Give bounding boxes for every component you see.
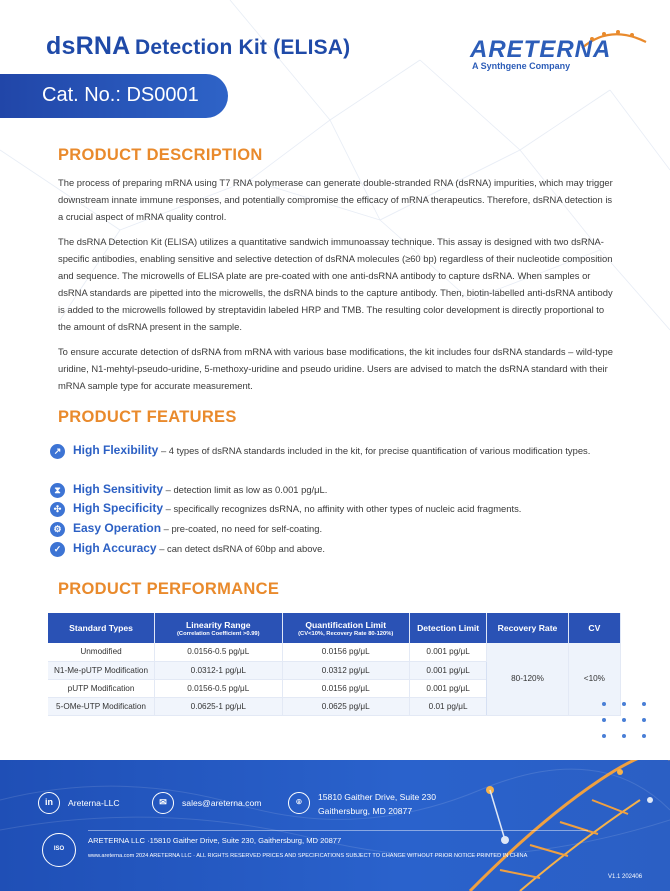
feature-name: High Sensitivity [73,482,164,496]
column-header: CV [568,613,620,643]
table-cell: 0.0156-0.5 pg/μL [155,643,282,661]
operation-icon: ⚙ [50,522,65,537]
table-cell: 0.0312-1 pg/μL [155,661,282,679]
title-sub: Detection Kit (ELISA) [135,36,351,59]
linkedin-link[interactable]: Areterna-LLC [68,798,120,808]
feature-name: High Specificity [73,501,164,515]
title-main: dsRNA [46,32,131,60]
sensitivity-icon: ⧗ [50,483,65,498]
email-icon: ✉ [152,792,174,814]
table-cell: 0.0625-1 pg/μL [155,697,282,715]
feature-text: – pre-coated, no need for self-coating. [161,523,323,534]
catalog-banner [0,74,228,118]
table-cell: 0.001 pg/μL [409,679,486,697]
feature-name: Easy Operation [73,521,162,535]
feature-text: – can detect dsRNA of 60bp and above. [156,543,325,554]
column-header: Recovery Rate [487,613,568,643]
features-heading: PRODUCT FEATURES [58,408,237,426]
decorative-dots [598,700,658,745]
address-line-1: 15810 Gaither Drive, Suite 230 [318,792,436,802]
recovery-rate-cell: 80-120% [487,643,568,715]
accuracy-icon: ✓ [50,542,65,557]
feature-item [50,441,620,460]
catalog-number: Cat. No.: DS0001 [42,84,199,106]
feature-item [50,480,620,499]
column-header: Detection Limit [409,613,486,643]
feature-text: – specifically recognizes dsRNA, no affinity with other types of nucleic acid fragments. [163,503,522,514]
feature-item [50,499,620,518]
page-title [46,32,350,61]
dna-helix-art [0,760,670,891]
specificity-icon: ✣ [50,502,65,517]
column-header: Linearity Range (Correlation Coefficient >0.99) [155,613,282,643]
linkedin-icon: in [38,792,60,814]
performance-table [48,613,621,716]
feature-name: High Accuracy [73,541,157,555]
feature-item [50,519,620,538]
version-label: V1.1 202406 [608,874,643,880]
logo-tagline: A Synthgene Company [472,61,571,71]
feature-name: High Flexibility [73,443,159,457]
table-cell: 0.0625 pg/μL [282,697,409,715]
performance-heading: PRODUCT PERFORMANCE [58,580,280,598]
feature-text: – 4 types of dsRNA standards included in the kit, for precise quantification of various modification types. [158,445,591,456]
feature-item [50,539,620,558]
table-cell: Unmodified [48,643,155,661]
table-cell: N1-Me-pUTP Modification [48,661,155,679]
description-paragraph-1: The process of preparing mRNA using T7 RNA polymerase can generate double-stranded RNA (dsRNA) impurities, which may trigger downstream innate immune responses, and potentially compromise the efficacy of mRNA therapeutics. Therefore, dsRNA detection is a crucial aspect of mRNA quality control. [58,177,613,222]
table-cell: 0.0312 pg/μL [282,661,409,679]
description-heading: PRODUCT DESCRIPTION [58,146,263,164]
table-cell: 0.0156-0.5 pg/μL [155,679,282,697]
address-line-2: Gaithersburg, MD 20877 [318,806,413,816]
table-cell: 5-OMe-UTP Modification [48,697,155,715]
flexibility-icon: ↗ [50,444,65,459]
column-header: Quantification Limit (CV<10%, Recovery Rate 80-120%) [282,613,409,643]
cv-cell: <10% [568,643,620,715]
table-cell: 0.0156 pg/μL [282,679,409,697]
table-header-row [48,613,621,643]
location-icon: ⌾ [288,792,310,814]
areterna-logo [470,34,650,74]
company-address: ARETERNA LLC ·15810 Gaither Drive, Suite 230, Gaithersburg, MD 20877 [88,836,342,845]
table-cell: 0.001 pg/μL [409,661,486,679]
description-paragraph-3: To ensure accurate detection of dsRNA from mRNA with various base modifications, the kit includes four dsRNA standards – wild-type uridine, N1-mehtyl-pseudo-uridine, 5-methoxy-uridine and pseudo uridine. Users are advised to match the dsRNA standard with their mRNA sample type for accurate measurement. [58,346,613,391]
column-header: Standard Types [48,613,155,643]
description-paragraph-2: The dsRNA Detection Kit (ELISA) utilizes a quantitative sandwich immunoassay technique. This assay is designed with two dsRNA-specific antibodies, enabling sensitive and selective detection of dsRNA molecules (≥60 bp) regardless of their nucleotide composition and sequence. The microwells of ELISA plate are pre-coated with one anti-dsRNA antibody to capture dsRNA. When samples or dsRNA standards are pipetted into the microwells, the dsRNA binds to the capture antibody. Then, biotin-labelled anti-dsRNA antibody is added to the microwells followed by streptavidin labeled HRP and TMB. The resulting color development is directly proportional to the amount of dsRNA present in the sample. [58,236,613,332]
footer-divider [88,830,588,831]
table-cell: 0.0156 pg/μL [282,643,409,661]
iso-badge-icon: ISO [42,833,76,867]
table-row [48,643,621,661]
logo-name: ARETERNA [470,36,612,63]
footer [0,760,670,891]
email-link[interactable]: sales@areterna.com [182,798,262,808]
table-cell: pUTP Modification [48,679,155,697]
feature-text: – detection limit as low as 0.001 pg/μL. [163,484,328,495]
table-cell: 0.001 pg/μL [409,643,486,661]
rights-notice: www.areterna.com 2024 ARETERNA LLC · ALL RIGHTS RESERVED PRICES AND SPECIFICATIONS SUBJECT TO CHANGE WITHOUT PRIOR NOTICE PRINTED IN CHINA [88,853,528,859]
table-cell: 0.01 pg/μL [409,697,486,715]
